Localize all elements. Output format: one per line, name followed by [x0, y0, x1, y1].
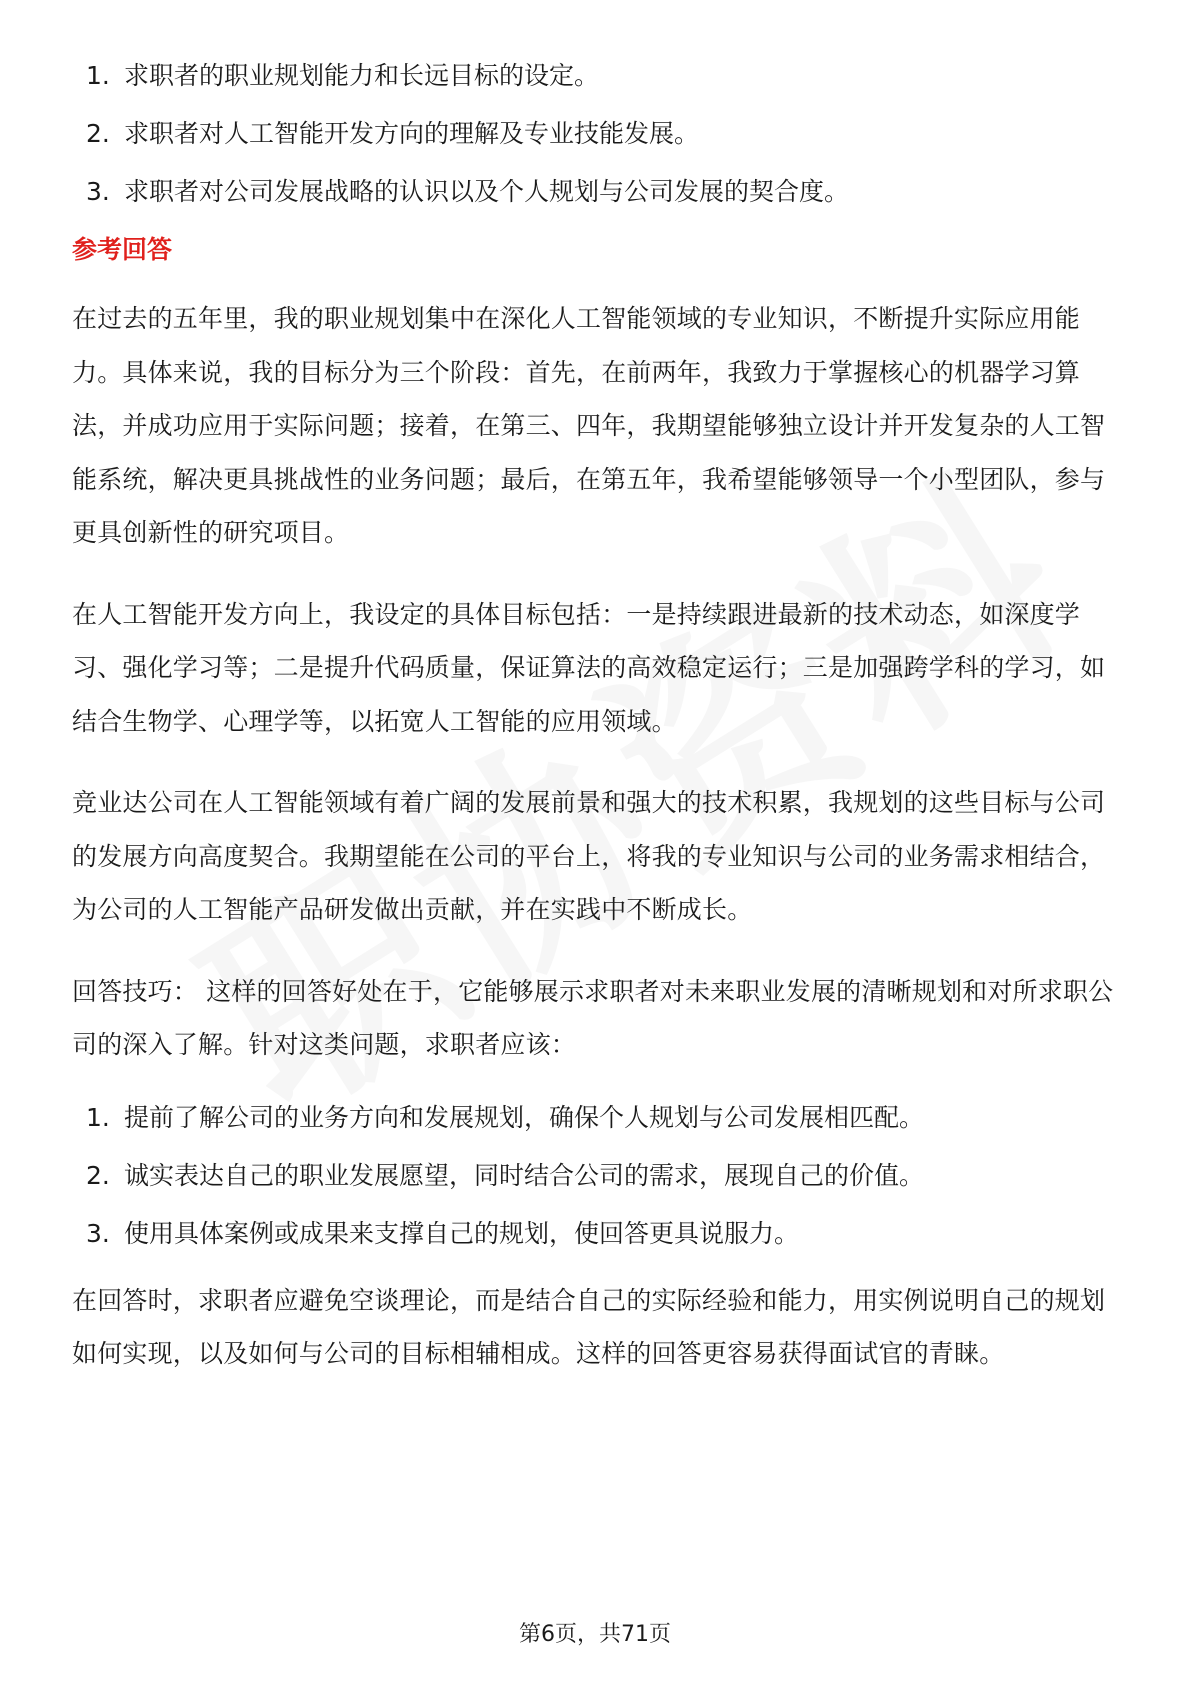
list-item	[72, 1100, 1122, 1136]
list-item-text: 诚实表达自己的职业发展愿望，同时结合公司的需求，展现自己的价值。	[124, 1160, 925, 1190]
list-item-number: 3.	[86, 177, 110, 206]
list-item-text: 求职者对人工智能开发方向的理解及专业技能发展。	[124, 119, 700, 148]
list-item-number: 3.	[86, 1218, 110, 1248]
evaluation-points-list	[72, 58, 1122, 210]
list-item-number: 2.	[86, 1160, 110, 1190]
list-item	[72, 116, 1122, 152]
list-item	[72, 58, 1122, 94]
tips-paragraph: 回答技巧： 这样的回答好处在于，它能够展示求职者对未来职业发展的清晰规划和对所求职公司的深入了解。针对这类问题，求职者应该：	[72, 976, 1114, 1059]
list-item-text: 求职者的职业规划能力和长远目标的设定。	[124, 61, 600, 90]
answer-paragraph: 在人工智能开发方向上，我设定的具体目标包括：一是持续跟进最新的技术动态，如深度学习、强化学习等；二是提升代码质量，保证算法的高效稳定运行；三是加强跨学科的学习，如结合生物学、心理学等，以拓宽人工智能的应用领域。	[72, 599, 1106, 736]
list-item-number: 2.	[86, 119, 110, 148]
list-item-number: 1.	[86, 61, 110, 90]
list-item-text: 提前了解公司的业务方向和发展规划，确保个人规划与公司发展相匹配。	[124, 1102, 925, 1132]
list-item-text: 求职者对公司发展战略的认识以及个人规划与公司发展的契合度。	[124, 177, 850, 206]
list-item	[72, 1216, 1122, 1252]
answer-paragraph: 竞业达公司在人工智能领域有着广阔的发展前景和强大的技术积累，我规划的这些目标与公司的发展方向高度契合。我期望能在公司的平台上，将我的专业知识与公司的业务需求相结合，为公司的人工智能产品研发做出贡献，并在实践中不断成长。	[72, 788, 1106, 924]
list-item	[72, 1158, 1122, 1194]
page-number: 第6页，共71页	[519, 1622, 671, 1647]
closing-paragraph: 在回答时，求职者应避免空谈理论，而是结合自己的实际经验和能力，用实例说明自己的规划如何实现，以及如何与公司的目标相辅相成。这样的回答更容易获得面试官的青睐。	[72, 1285, 1106, 1368]
list-item	[72, 174, 1122, 210]
list-item-text: 使用具体案例或成果来支撑自己的规划，使回答更具说服力。	[124, 1218, 800, 1248]
list-item-number: 1.	[86, 1102, 110, 1132]
answer-heading: 参考回答	[72, 235, 173, 264]
answer-paragraph: 在过去的五年里，我的职业规划集中在深化人工智能领域的专业知识，不断提升实际应用能力。具体来说，我的目标分为三个阶段：首先，在前两年，我致力于掌握核心的机器学习算法，并成功应用于实际问题；接着，在第三、四年，我期望能够独立设计并开发复杂的人工智能系统，解决更具挑战性的业务问题；最后，在第五年，我希望能够领导一个小型团队，参与更具创新性的研究项目。	[72, 304, 1106, 547]
tips-list	[72, 1100, 1122, 1252]
page-content	[72, 58, 1122, 1381]
